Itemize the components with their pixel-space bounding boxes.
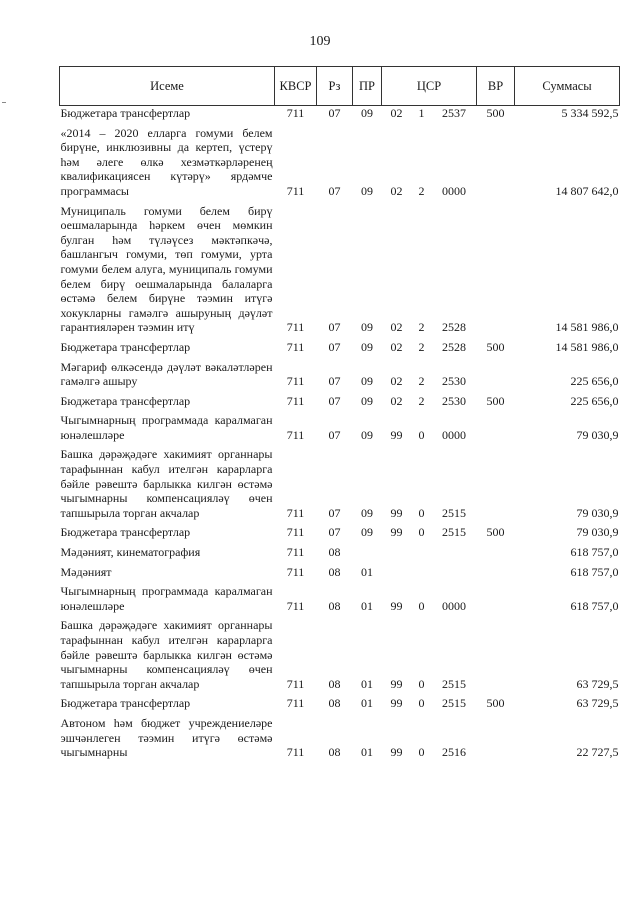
row-csr-part1: 99 bbox=[390, 505, 403, 520]
row-name: Бюджетара трансфертлар bbox=[60, 339, 191, 354]
row-sum: 14 581 986,0 bbox=[555, 339, 619, 354]
row-vr bbox=[477, 618, 515, 691]
row-pr: 09 bbox=[361, 320, 373, 335]
row-name: Мәгариф өлкәсендә дәүләт вәкаләтләрен гамәлгә ашыру bbox=[60, 359, 273, 389]
header-vr: ВР bbox=[477, 67, 515, 106]
row-vr bbox=[477, 413, 515, 442]
row-rz: 07 bbox=[328, 505, 341, 520]
row-vr: 500 bbox=[486, 339, 505, 354]
header-name: Исеме bbox=[60, 67, 275, 106]
table-row bbox=[60, 696, 620, 711]
row-pr: 01 bbox=[361, 564, 373, 579]
row-csr-part2: 0 bbox=[418, 505, 425, 520]
row-csr-part2 bbox=[412, 545, 432, 560]
row-vr bbox=[477, 584, 515, 613]
row-rz: 07 bbox=[328, 427, 341, 442]
row-csr-part3: 2528 bbox=[442, 320, 466, 335]
row-csr-part1: 02 bbox=[390, 374, 403, 389]
row-kvsr: 711 bbox=[286, 525, 305, 540]
row-csr-part3: 2537 bbox=[442, 106, 466, 120]
row-kvsr: 711 bbox=[286, 374, 305, 389]
row-name: Чыгымнарның программада каралмаган юнәлешләре bbox=[60, 584, 273, 613]
row-rz: 07 bbox=[328, 339, 341, 354]
table-body bbox=[60, 106, 620, 760]
table-row bbox=[60, 413, 620, 442]
row-vr: 500 bbox=[486, 106, 505, 120]
row-kvsr: 711 bbox=[286, 320, 305, 335]
row-kvsr: 711 bbox=[286, 676, 305, 691]
row-csr-part2: 0 bbox=[418, 525, 425, 540]
row-sum: 225 656,0 bbox=[570, 393, 619, 408]
row-csr-part2: 2 bbox=[418, 374, 425, 389]
row-csr-part2: 1 bbox=[418, 106, 425, 120]
row-pr: 09 bbox=[361, 106, 373, 120]
row-vr bbox=[477, 565, 515, 580]
row-kvsr: 711 bbox=[286, 106, 305, 120]
row-kvsr: 711 bbox=[286, 339, 305, 354]
row-vr: 500 bbox=[486, 393, 505, 408]
row-sum: 618 757,0 bbox=[570, 545, 619, 560]
row-csr-part2: 0 bbox=[418, 745, 425, 760]
table-row bbox=[60, 716, 620, 760]
row-name: Мәдәният, кинематография bbox=[60, 545, 201, 560]
page-number: 109 bbox=[309, 34, 331, 49]
row-name: Мәдәният bbox=[60, 564, 112, 579]
row-csr-part2: 2 bbox=[418, 183, 425, 198]
row-sum: 225 656,0 bbox=[570, 374, 619, 389]
row-name: «2014 – 2020 елларга гомуми белем бирүне, инклюзивны да кертеп, үстерү һәм әлеге өлкә хезмәткәрләренең квалификациясен күтәрү» ярдәмче программасы bbox=[60, 125, 273, 198]
row-pr: 01 bbox=[361, 745, 373, 760]
row-csr-part3: 2515 bbox=[442, 676, 466, 691]
table-row bbox=[60, 565, 620, 580]
row-csr-part1: 02 bbox=[390, 393, 403, 408]
row-csr-part1: 99 bbox=[390, 745, 403, 760]
table-row bbox=[60, 126, 620, 199]
row-csr-part1: 99 bbox=[390, 676, 403, 691]
row-kvsr: 711 bbox=[286, 505, 305, 520]
row-rz: 08 bbox=[328, 564, 341, 579]
row-vr bbox=[477, 716, 515, 760]
row-pr: 01 bbox=[361, 696, 373, 711]
table-header bbox=[60, 67, 620, 106]
row-rz: 07 bbox=[328, 393, 341, 408]
row-kvsr: 711 bbox=[286, 598, 305, 613]
row-csr-part3: 0000 bbox=[442, 427, 466, 442]
row-pr: 01 bbox=[361, 598, 373, 613]
row-csr-part3: 2515 bbox=[442, 505, 466, 520]
row-pr: 09 bbox=[361, 427, 373, 442]
row-pr: 09 bbox=[361, 525, 373, 540]
row-sum: 5 334 592,5 bbox=[561, 106, 619, 120]
row-csr-part1: 02 bbox=[390, 339, 403, 354]
header-csr: ЦСР bbox=[382, 67, 477, 106]
row-kvsr: 711 bbox=[286, 393, 305, 408]
table-row bbox=[60, 618, 620, 691]
row-pr: 09 bbox=[361, 374, 373, 389]
row-csr-part2: 0 bbox=[418, 676, 425, 691]
row-rz: 07 bbox=[328, 183, 341, 198]
table-row bbox=[60, 360, 620, 389]
table-row bbox=[60, 106, 620, 121]
row-csr-part3 bbox=[432, 545, 477, 560]
row-csr-part3: 2530 bbox=[442, 374, 466, 389]
row-name: Бюджетара трансфертлар bbox=[60, 525, 191, 540]
row-sum: 618 757,0 bbox=[570, 598, 619, 613]
row-vr bbox=[477, 204, 515, 335]
row-sum: 618 757,0 bbox=[570, 564, 619, 579]
row-sum: 14 807 642,0 bbox=[555, 183, 619, 198]
row-name: Чыгымнарның программада каралмаган юнәлешләре bbox=[60, 413, 273, 442]
row-csr-part1 bbox=[382, 565, 412, 580]
row-csr-part1: 02 bbox=[390, 106, 403, 120]
row-csr-part1: 99 bbox=[390, 696, 403, 711]
row-csr-part2: 2 bbox=[418, 320, 425, 335]
header-kvsr: КВСР bbox=[275, 67, 317, 106]
row-pr: 09 bbox=[361, 339, 373, 354]
table-row bbox=[60, 394, 620, 409]
row-rz: 08 bbox=[328, 676, 341, 691]
row-csr-part3: 0000 bbox=[442, 598, 466, 613]
row-pr: 09 bbox=[361, 183, 373, 198]
row-name: Башка дәрәҗәдәге хакимият органнары тарафыннан кабул ителгән карарларга бәйле рәвештә барлыкка килгән өстәмә чыгымнарны компенсацияләү өчен тапшырыла торган акчалар bbox=[60, 447, 273, 520]
row-vr bbox=[477, 545, 515, 560]
row-csr-part1: 02 bbox=[390, 183, 403, 198]
table-row bbox=[60, 204, 620, 335]
header-rz: Рз bbox=[317, 67, 353, 106]
row-vr bbox=[477, 360, 515, 389]
header-pr: ПР bbox=[353, 67, 382, 106]
row-rz: 08 bbox=[328, 745, 341, 760]
row-kvsr: 711 bbox=[286, 696, 305, 711]
row-kvsr: 711 bbox=[286, 183, 305, 198]
header-sum: Суммасы bbox=[515, 67, 620, 106]
row-rz: 08 bbox=[328, 696, 341, 711]
row-csr-part3: 2515 bbox=[442, 525, 466, 540]
row-pr bbox=[353, 545, 382, 560]
row-rz: 07 bbox=[328, 525, 341, 540]
row-vr: 500 bbox=[486, 696, 505, 711]
row-rz: 07 bbox=[328, 106, 341, 120]
row-kvsr: 711 bbox=[286, 745, 305, 760]
row-rz: 07 bbox=[328, 320, 341, 335]
row-csr-part1: 99 bbox=[390, 427, 403, 442]
row-sum: 63 729,5 bbox=[576, 676, 619, 691]
row-pr: 09 bbox=[361, 505, 373, 520]
row-rz: 08 bbox=[328, 545, 341, 560]
row-csr-part2 bbox=[412, 565, 432, 580]
row-csr-part3: 2515 bbox=[442, 696, 466, 711]
row-csr-part3 bbox=[432, 565, 477, 580]
table-row bbox=[60, 447, 620, 520]
row-name: Бюджетара трансфертлар bbox=[60, 106, 191, 120]
row-csr-part2: 2 bbox=[418, 339, 425, 354]
row-sum: 79 030,9 bbox=[576, 427, 619, 442]
budget-table bbox=[59, 66, 620, 760]
row-vr: 500 bbox=[486, 525, 505, 540]
row-rz: 07 bbox=[328, 374, 341, 389]
row-sum: 79 030,9 bbox=[576, 505, 619, 520]
row-csr-part1: 02 bbox=[390, 320, 403, 335]
row-csr-part3: 2516 bbox=[442, 745, 466, 760]
row-kvsr: 711 bbox=[286, 545, 305, 560]
row-csr-part2: 0 bbox=[418, 696, 425, 711]
row-sum: 22 727,5 bbox=[576, 745, 619, 760]
row-csr-part3: 2530 bbox=[442, 393, 466, 408]
row-pr: 09 bbox=[361, 393, 373, 408]
row-csr-part3: 0000 bbox=[442, 183, 466, 198]
margin-mark bbox=[2, 102, 6, 103]
row-sum: 79 030,9 bbox=[576, 525, 619, 540]
row-kvsr: 711 bbox=[286, 427, 305, 442]
row-csr-part3: 2528 bbox=[442, 339, 466, 354]
row-sum: 14 581 986,0 bbox=[555, 320, 619, 335]
row-sum: 63 729,5 bbox=[576, 696, 619, 711]
row-kvsr: 711 bbox=[286, 564, 305, 579]
row-name: Бюджетара трансфертлар bbox=[60, 393, 191, 408]
row-name: Муниципаль гомуми белем бирү оешмаларында һәркем өчен мөмкин булган һәм түләүсез мәктәпкәчә, башлангыч гомуми, төп гомуми, урта гомуми белем алуга, муниципаль гомуми белем бирү оешмаларында балаларга өстәмә белем бирүне тәэмин итүгә хокукларны гамәлгә ашыруның дәүләт гарантияләрен тәэмин итү bbox=[60, 203, 273, 335]
row-csr-part2: 2 bbox=[418, 393, 425, 408]
table-row bbox=[60, 584, 620, 613]
row-csr-part1: 99 bbox=[390, 525, 403, 540]
row-name: Бюджетара трансфертлар bbox=[60, 696, 191, 711]
row-csr-part2: 0 bbox=[418, 427, 425, 442]
row-csr-part1 bbox=[382, 545, 412, 560]
row-vr bbox=[477, 447, 515, 520]
row-pr: 01 bbox=[361, 676, 373, 691]
table-row bbox=[60, 545, 620, 560]
row-vr bbox=[477, 126, 515, 199]
row-name: Автоном һәм бюджет учреждениеләре эшчәнлеген тәэмин итүгә өстәмә чыгымнарны bbox=[60, 715, 273, 760]
table-row bbox=[60, 340, 620, 355]
row-name: Башка дәрәҗәдәге хакимият органнары тарафыннан кабул ителгән карарларга бәйле рәвештә барлыкка килгән өстәмә чыгымнарны компенсацияләү өчен тапшырыла торган акчалар bbox=[60, 618, 273, 691]
row-rz: 08 bbox=[328, 598, 341, 613]
table-row bbox=[60, 525, 620, 540]
row-csr-part1: 99 bbox=[390, 598, 403, 613]
row-csr-part2: 0 bbox=[418, 598, 425, 613]
